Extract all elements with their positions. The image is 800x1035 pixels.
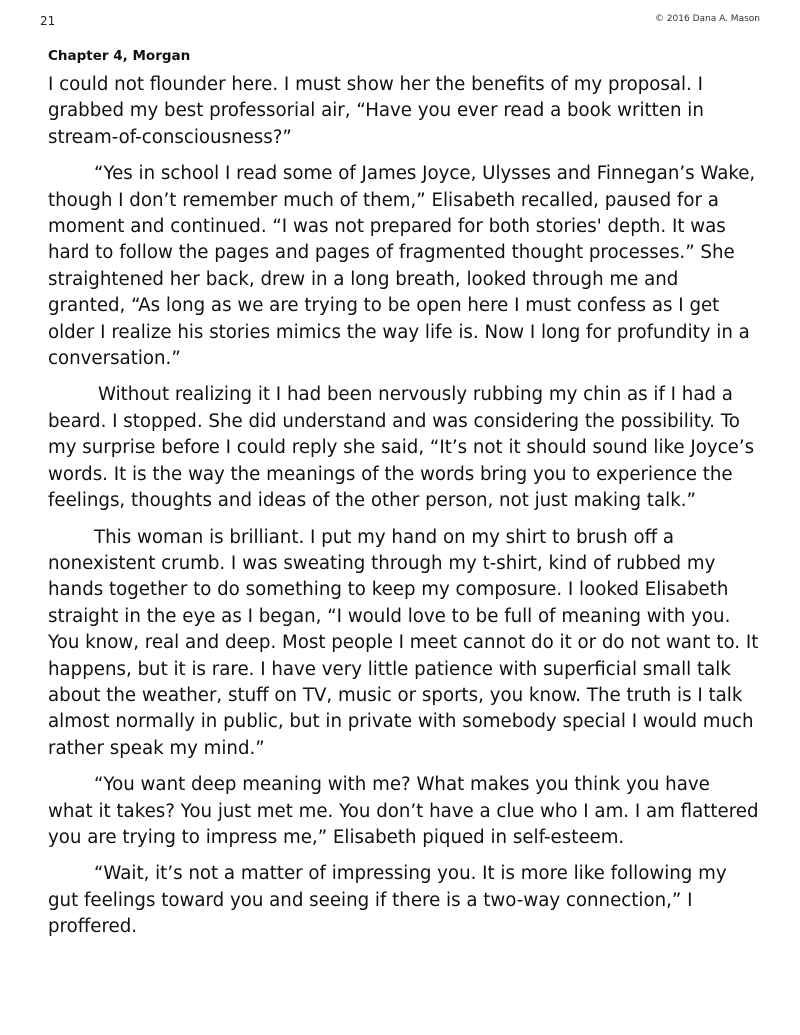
paragraph: “Yes in school I read some of James Joyce, Ulysses and Finnegan’s Wake, though I don’t remember much of them,” Elisabeth recalled, paused for a moment and continued. “I was not prepared for both stories' depth. It was hard to follow the pages and pages of fragmented thought processes.” She straightened her back, drew in a long breath, looked through me and granted, “As long as we are trying to be open here I must confess as I get older I realize his stories mimics the way life is. Now I long for profundity in a conversation.” [48, 163, 756, 370]
paragraph: Without realizing it I had been nervously rubbing my chin as if I had a beard. I stopped. She did understand and was considering the possibility. To my surprise before I could reply she said, “It’s not it should sound like Joyce’s words. It is the way the meanings of the words bring you to experience the feelings, thoughts and ideas of the other person, not just making talk.” [48, 384, 755, 512]
paragraph: “You want deep meaning with me? What makes you think you have what it takes? You just met me. You don’t have a clue who I am. I am flattered you are trying to impress me,” Elisabeth piqued in self-esteem. [48, 774, 759, 848]
chapter-heading: Chapter 4, Morgan [48, 48, 191, 64]
page-number: 21 [40, 14, 56, 28]
copyright-notice: © 2016 Dana A. Mason [654, 14, 760, 24]
body-text [48, 72, 760, 951]
paragraph: “Wait, it’s not a matter of impressing you. It is more like following my gut feelings toward you and seeing if there is a two-way connection,” I proffered. [48, 863, 727, 938]
paragraph: I could not flounder here. I must show her the benefits of my proposal. I grabbed my best professorial air, “Have you ever read a book written in stream-of-consciousness?” [48, 74, 704, 148]
paragraph: This woman is brilliant. I put my hand on my shirt to brush off a nonexistent crumb. I was sweating through my t-shirt, kind of rubbed my hands together to do something to keep my composure. I looked Elisabeth straight in the eye as I began, “I would love to be full of meaning with you. You know, real and deep. Most people I meet cannot do it or do not want to. It happens, but it is rare. I have very little patience with superficial small talk about the weather, stuff on TV, music or sports, you know. The truth is I talk almost normally in public, but in private with somebody special I would much rather speak my mind.” [48, 526, 759, 759]
